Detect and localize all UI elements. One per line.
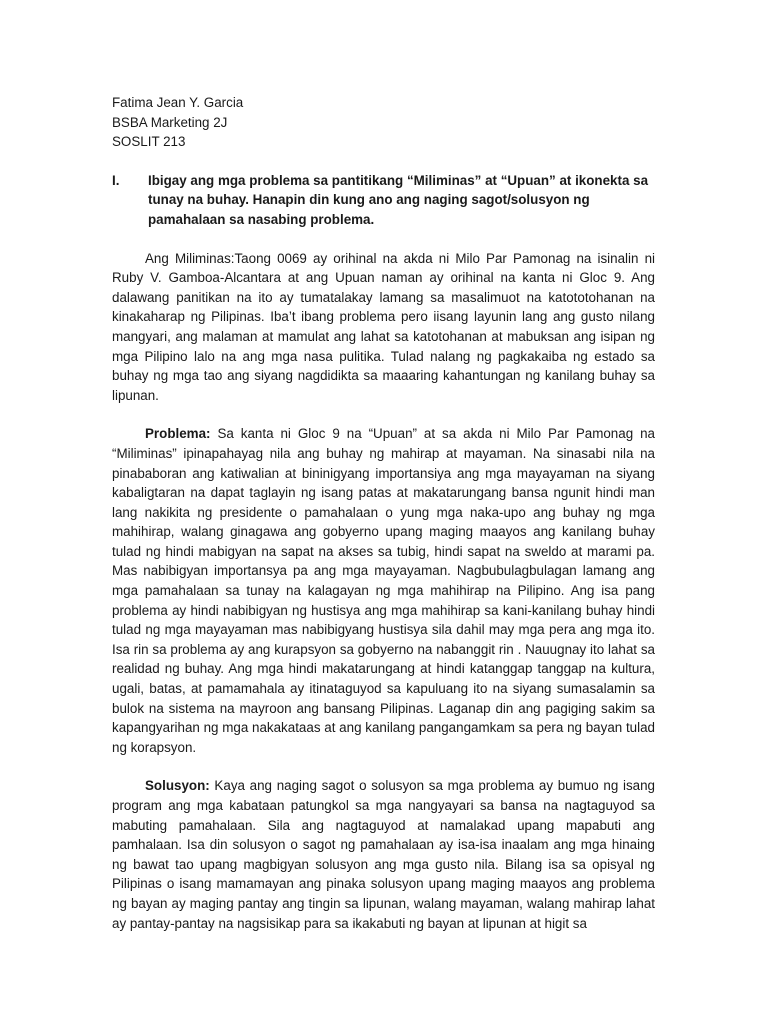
course-section: BSBA Marketing 2J bbox=[112, 114, 228, 130]
intro-paragraph: Ang Miliminas:Taong 0069 ay orihinal na akda ni Milo Par Pamonag na isinalin ni Ruby V. Gamboa-Alcantara at ang Upuan naman ay orihinal na kanta ni Gloc 9. Ang dalawang panitikan na ito ay tumatalakay lamang sa masalimuot na katototohanan na kinakaharap ng Pilipinas. Iba’t ibang problema pero iisang layunin lang ang gusto nilang mangyari, ang malaman at mamulat ang lahat sa katotohanan at mabuksan ang isipan ng mga Pilipino lalo na ang mga nasa pulitika. Tulad nalang ng pagkakaiba ng estado sa buhay ng mga tao ang siyang nagdidikta sa maaaring kahantungan ng kanilang buhay sa lipunan. bbox=[112, 250, 655, 403]
question-item bbox=[112, 171, 655, 230]
solusyon-text: Kaya ang naging sagot o solusyon sa mga problema ay bumuo ng isang program ang mga kabataan patungkol sa mga nangyayari sa bansa na nagtaguyod sa mabuting pamahalaan. Sila ang nagtaguyod at namalakad upang mapabuti ang pamhalaan. Isa din solusyon o sagot ng pamahalaan ay isa-isa inaalam ang mga hinaing ng bawat tao upang magbigyan solusyon ang mga gusto nila. Bilang isa sa opisyal ng Pilipinas o isang mamamayan ang pinaka solusyon upang maging maayos ang problema ng bayan ay maging pantay ang tingin sa lipunan, walang mayaman, walang mahirap lahat ay pantay-pantay na nagsisikap para sa ikakabuti ng bayan at lipunan at higit sa bbox=[112, 778, 655, 931]
solusyon-paragraph bbox=[112, 776, 655, 933]
problema-paragraph bbox=[112, 424, 655, 757]
document-page bbox=[112, 93, 655, 933]
subject-code: SOSLIT 213 bbox=[112, 134, 186, 150]
question-text: Ibigay ang mga problema sa pantitikang “Miliminas” at “Upuan” at ikonekta sa tunay na buhay. Hanapin din kung ano ang naging sagot/solusyon ng pamahalaan sa nasabing problema. bbox=[148, 172, 649, 227]
author-name: Fatima Jean Y. Garcia bbox=[112, 95, 244, 110]
question-number: I. bbox=[112, 172, 120, 188]
problema-label: Problema: bbox=[145, 426, 211, 442]
solusyon-label: Solusyon: bbox=[145, 778, 210, 794]
problema-text: Sa kanta ni Gloc 9 na “Upuan” at sa akda ni Milo Par Pamonag na “Miliminas” ipinapahayag nila ang buhay ng mahirap at mayaman. Na sinasabi nila na pinababoran ang katiwalian at bininigyang importansiya ang mga mayayaman na siyang kabaligtaran na dapat taglayin ng isang patas at makatarungang bansa ngunit hindi man lang nakikita ng presidente o pamahalaan o yung mga naka-upo ang buhay ng mga mahihirap, walang ginagawa ang gobyerno upang maging maayos ang kanilang buhay tulad ng hindi mabigyan na sapat na akses sa tubig, hindi sapat na sweldo at marami pa. Mas nabibigyan importansya pa ang mga mayayaman. Nagbubulagbulagan lamang ang mga pamahalaan sa tunay na kalagayan ng mga mahihirap na Pilipino. Ang isa pang problema ay hindi nabibigyan ng hustisya ang mga mahihirap sa kani-kanilang buhay hindi tulad ng mga mayayaman mas nabibigyang hustisya sila dahil may mga pera ang mga ito. Isa rin sa problema ay ang kurapsyon sa gobyerno na nabanggit rin . Nauugnay ito lahat sa realidad ng buhay. Ang mga hindi makatarungang at hindi katanggap tanggap na kultura, ugali, batas, at pamamahala ay itinataguyod sa kapuluang ito na siyang sumasalamin sa bulok na sistema na mayroon ang bansang Pilipinas. Laganap din ang pagiging sakim sa kapangyarihan ng mga nakakataas at ang kanilang pangangamkam sa pera ng bayan tulad ng korapsyon. bbox=[112, 426, 655, 755]
